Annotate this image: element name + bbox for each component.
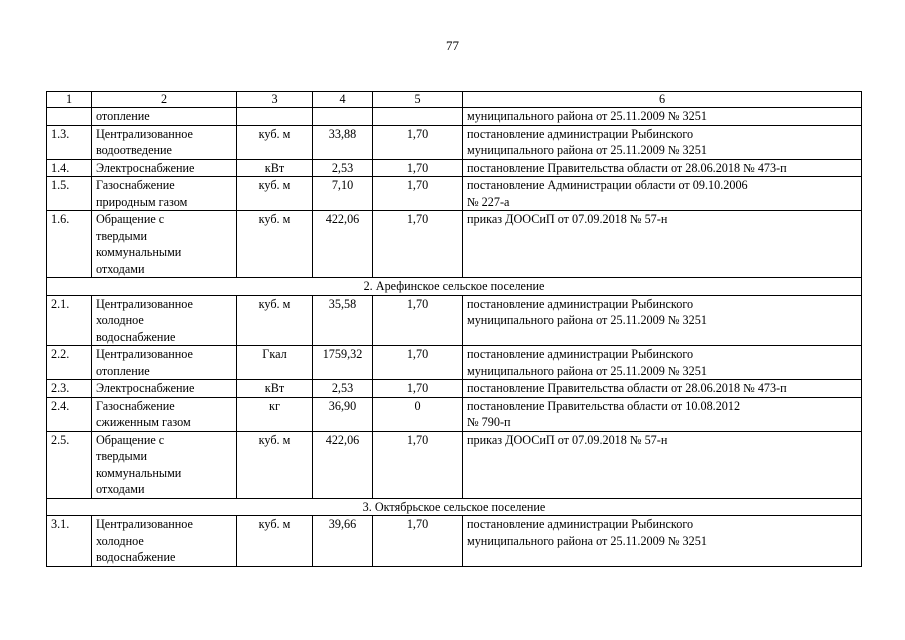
service-name-line: холодное xyxy=(96,313,144,327)
column-header: 2 xyxy=(92,92,237,108)
item-number xyxy=(47,108,92,126)
legal-document xyxy=(463,125,862,159)
column-header: 6 xyxy=(463,92,862,108)
coefficient: 1,70 xyxy=(373,431,463,498)
legal-document-line: № 227-а xyxy=(467,194,510,209)
legal-document xyxy=(463,108,862,126)
norm-value: 422,06 xyxy=(313,431,373,498)
norm-value: 2,53 xyxy=(313,159,373,177)
coefficient: 1,70 xyxy=(373,125,463,159)
unit-of-measure xyxy=(237,108,313,126)
table-row xyxy=(47,397,862,431)
service-name-line: Обращение с xyxy=(96,212,165,226)
service-name xyxy=(92,346,237,380)
unit-of-measure: Гкал xyxy=(237,346,313,380)
service-name xyxy=(92,380,237,398)
service-name xyxy=(92,159,237,177)
service-name-line: отопление xyxy=(96,109,150,123)
section-title: 3. Октябрьское сельское поселение xyxy=(47,498,862,516)
coefficient: 1,70 xyxy=(373,177,463,211)
coefficient: 1,70 xyxy=(373,159,463,177)
legal-document-line: постановление администрации Рыбинского xyxy=(467,517,694,531)
service-name xyxy=(92,295,237,346)
service-name-line: твердыми xyxy=(96,228,147,243)
table-row xyxy=(47,211,862,278)
norm-value: 422,06 xyxy=(313,211,373,278)
unit-of-measure: куб. м xyxy=(237,295,313,346)
service-name-line: Обращение с xyxy=(96,432,165,447)
service-name-line: сжиженным газом xyxy=(96,415,191,429)
legal-document-line: № 790-п xyxy=(467,415,511,429)
norm-value xyxy=(313,108,373,126)
item-number: 2.3. xyxy=(47,380,92,398)
service-name-line: водоснабжение xyxy=(96,550,176,564)
service-name-line: отопление xyxy=(96,363,150,378)
service-name xyxy=(92,397,237,431)
service-name xyxy=(92,125,237,159)
table-row xyxy=(47,108,862,126)
item-number: 2.1. xyxy=(47,295,92,346)
item-number: 2.4. xyxy=(47,397,92,431)
item-number: 1.5. xyxy=(47,177,92,211)
item-number: 3.1. xyxy=(47,516,92,567)
norm-value: 2,53 xyxy=(313,380,373,398)
service-name-line: Централизованное xyxy=(96,347,193,361)
page-number: 77 xyxy=(446,38,459,53)
item-number: 2.5. xyxy=(47,431,92,498)
unit-of-measure: кВт xyxy=(237,159,313,177)
item-number: 1.4. xyxy=(47,159,92,177)
service-name-line: коммунальными xyxy=(96,245,182,259)
unit-of-measure: куб. м xyxy=(237,516,313,567)
legal-document xyxy=(463,380,862,398)
legal-document-line: постановление Правительства области от 28.06.2018 № 473-п xyxy=(467,381,787,395)
tariff-table xyxy=(46,91,862,567)
table-row xyxy=(47,295,862,346)
unit-of-measure: кВт xyxy=(237,380,313,398)
legal-document-line: постановление администрации Рыбинского xyxy=(467,126,694,141)
service-name-line: Централизованное xyxy=(96,517,193,531)
table-row xyxy=(47,516,862,567)
service-name-line: Централизованное xyxy=(96,126,193,141)
item-number: 1.6. xyxy=(47,211,92,278)
coefficient: 0 xyxy=(373,397,463,431)
column-header: 1 xyxy=(47,92,92,108)
norm-value: 1759,32 xyxy=(313,346,373,380)
legal-document xyxy=(463,177,862,211)
service-name-line: Электроснабжение xyxy=(96,160,195,175)
service-name-line: водоснабжение xyxy=(96,329,176,344)
unit-of-measure: куб. м xyxy=(237,431,313,498)
legal-document-line: муниципального района от 25.11.2009 № 3251 xyxy=(467,109,707,123)
legal-document-line: муниципального района от 25.11.2009 № 3251 xyxy=(467,313,707,327)
service-name-line: Газоснабжение xyxy=(96,398,175,413)
coefficient xyxy=(373,108,463,126)
service-name xyxy=(92,108,237,126)
service-name xyxy=(92,177,237,211)
table-row xyxy=(47,159,862,177)
service-name xyxy=(92,211,237,278)
service-name-line: твердыми xyxy=(96,449,147,463)
service-name-line: природным газом xyxy=(96,194,188,209)
coefficient: 1,70 xyxy=(373,211,463,278)
item-number: 1.3. xyxy=(47,125,92,159)
legal-document-line: муниципального района от 25.11.2009 № 3251 xyxy=(467,143,707,157)
norm-value: 7,10 xyxy=(313,177,373,211)
item-number: 2.2. xyxy=(47,346,92,380)
service-name-line: отходами xyxy=(96,482,145,496)
table-row xyxy=(47,346,862,380)
legal-document-line: приказ ДООСиП от 07.09.2018 № 57-н xyxy=(467,212,668,226)
column-header: 5 xyxy=(373,92,463,108)
service-name-line: водоотведение xyxy=(96,143,172,157)
table-row xyxy=(47,177,862,211)
coefficient: 1,70 xyxy=(373,380,463,398)
legal-document xyxy=(463,211,862,278)
coefficient: 1,70 xyxy=(373,295,463,346)
table-row xyxy=(47,125,862,159)
service-name-line: холодное xyxy=(96,533,144,548)
legal-document-line: постановление администрации Рыбинского xyxy=(467,296,694,311)
unit-of-measure: куб. м xyxy=(237,125,313,159)
coefficient: 1,70 xyxy=(373,346,463,380)
legal-document xyxy=(463,431,862,498)
legal-document xyxy=(463,346,862,380)
legal-document-line: муниципального района от 25.11.2009 № 3251 xyxy=(467,533,707,548)
norm-value: 35,58 xyxy=(313,295,373,346)
legal-document-line: постановление Правительства области от 28.06.2018 № 473-п xyxy=(467,160,787,175)
norm-value: 36,90 xyxy=(313,397,373,431)
service-name-line: Электроснабжение xyxy=(96,381,195,395)
section-title: 2. Арефинское сельское поселение xyxy=(47,278,862,296)
table-body xyxy=(47,92,862,567)
legal-document-line: постановление администрации Рыбинского xyxy=(467,347,694,361)
service-name xyxy=(92,431,237,498)
service-name-line: коммунальными xyxy=(96,465,182,480)
service-name-line: Газоснабжение xyxy=(96,178,175,192)
table-row xyxy=(47,431,862,498)
service-name-line: отходами xyxy=(96,261,145,276)
legal-document xyxy=(463,295,862,346)
section-row xyxy=(47,278,862,296)
table-header-row xyxy=(47,92,862,108)
section-row xyxy=(47,498,862,516)
legal-document xyxy=(463,516,862,567)
unit-of-measure: куб. м xyxy=(237,177,313,211)
legal-document xyxy=(463,159,862,177)
legal-document-line: приказ ДООСиП от 07.09.2018 № 57-н xyxy=(467,432,668,447)
service-name-line: Централизованное xyxy=(96,296,193,311)
norm-value: 39,66 xyxy=(313,516,373,567)
service-name xyxy=(92,516,237,567)
legal-document-line: постановление Правительства области от 10.08.2012 xyxy=(467,398,741,413)
legal-document xyxy=(463,397,862,431)
column-header: 3 xyxy=(237,92,313,108)
legal-document-line: муниципального района от 25.11.2009 № 3251 xyxy=(467,363,707,378)
unit-of-measure: куб. м xyxy=(237,211,313,278)
legal-document-line: постановление Администрации области от 09.10.2006 xyxy=(467,178,748,192)
table-row xyxy=(47,380,862,398)
unit-of-measure: кг xyxy=(237,397,313,431)
column-header: 4 xyxy=(313,92,373,108)
coefficient: 1,70 xyxy=(373,516,463,567)
norm-value: 33,88 xyxy=(313,125,373,159)
